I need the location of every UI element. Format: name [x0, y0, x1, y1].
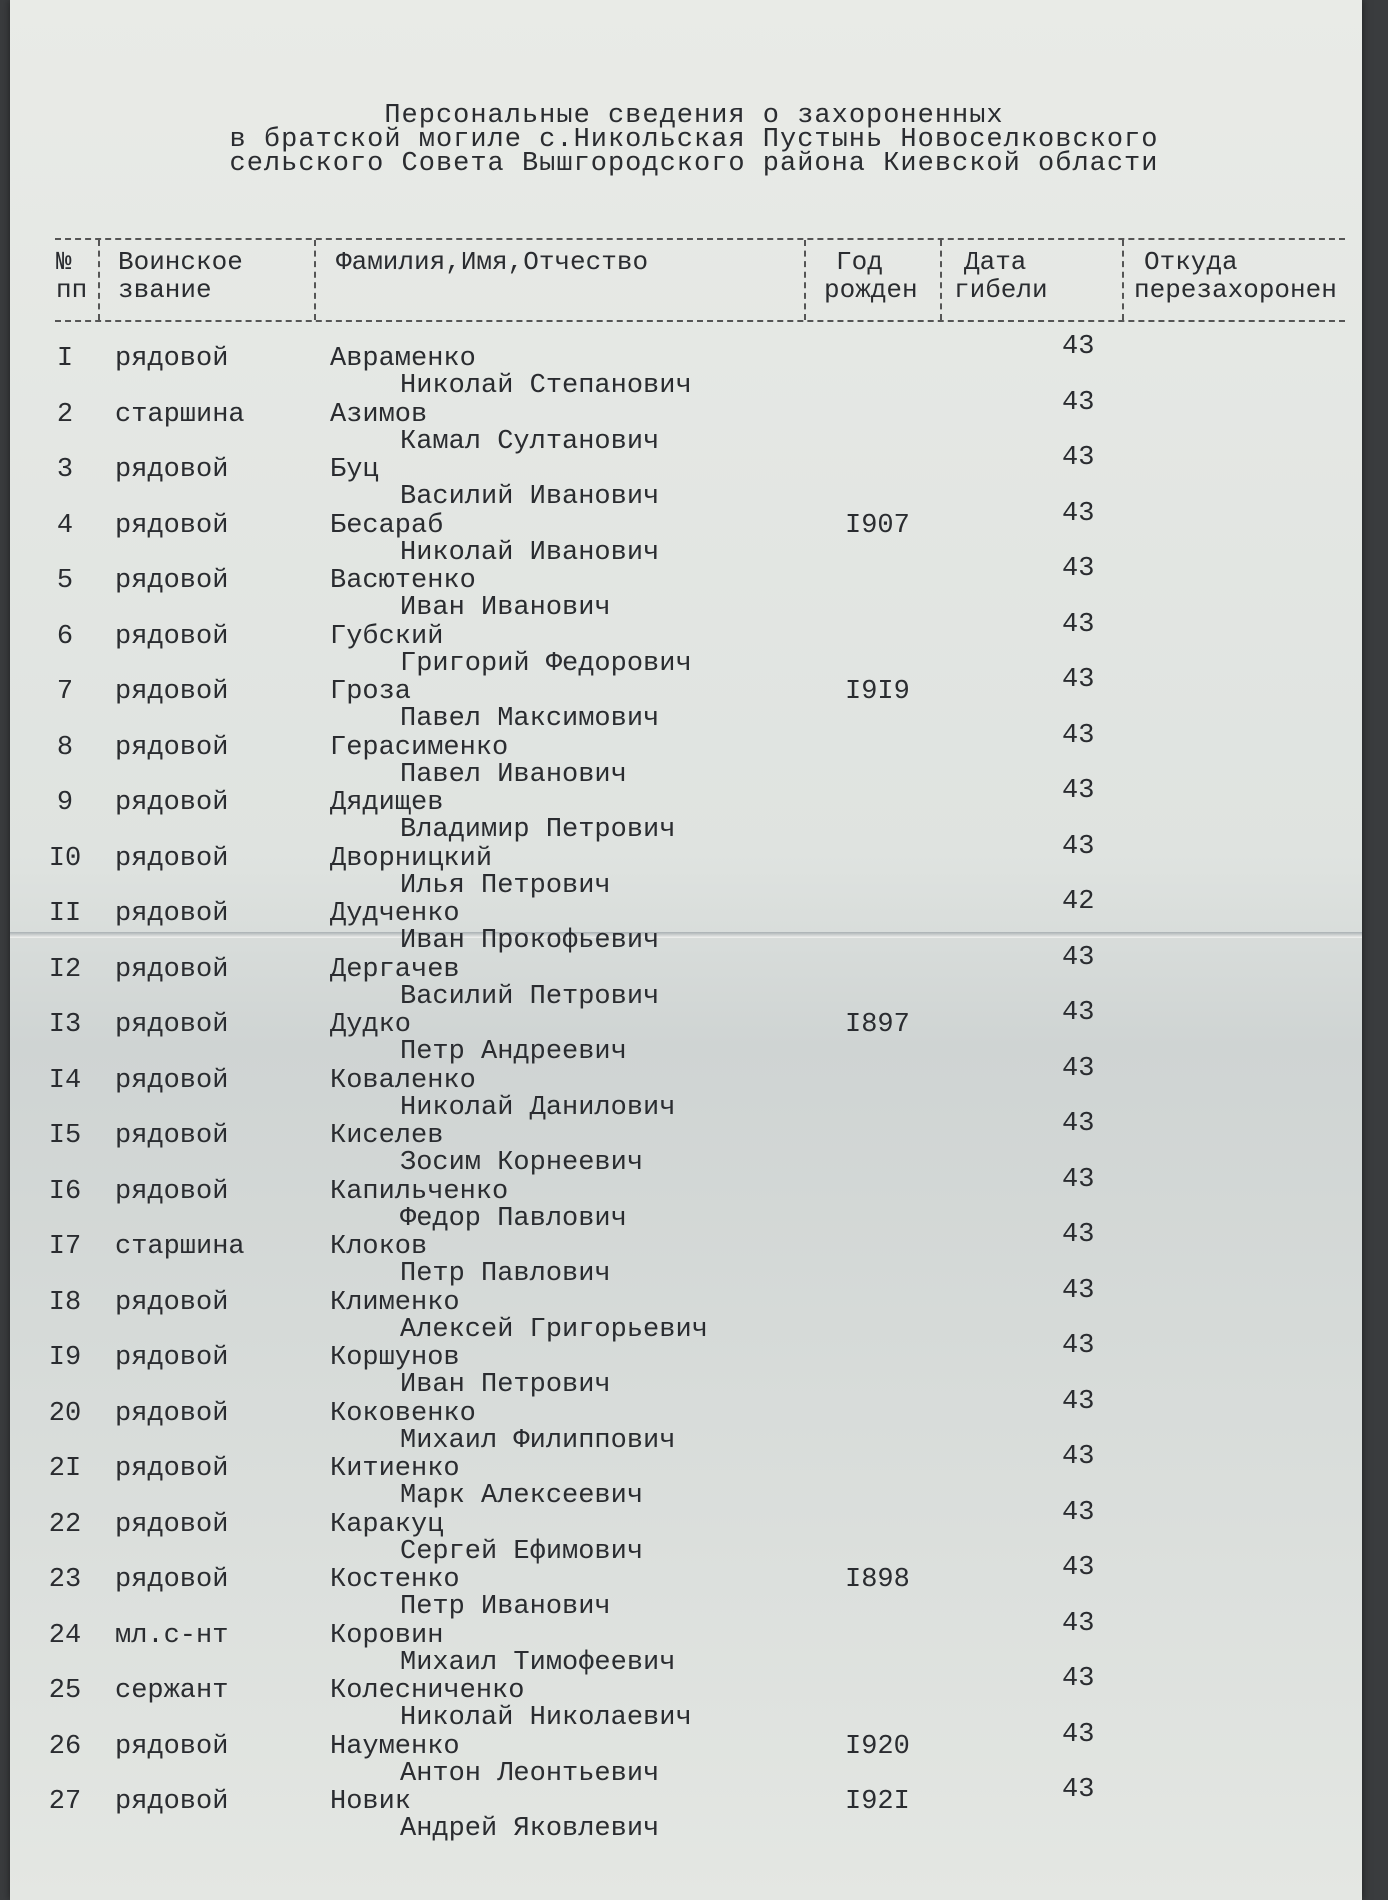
row-given-names: Василий Петрович	[400, 981, 660, 1012]
row-given-names: Николай Степанович	[400, 371, 692, 401]
row-surname: Новик	[330, 1787, 412, 1817]
header-name	[336, 248, 648, 276]
row-rank: рядовой	[115, 954, 229, 985]
document-title	[0, 101, 1388, 179]
row-given-names: Василий Иванович	[400, 482, 660, 512]
table-row	[0, 942, 1388, 1012]
row-number: 2	[56, 399, 74, 430]
table-row	[0, 720, 1388, 790]
row-given-names: Антон Леонтьевич	[400, 1758, 660, 1789]
table-row	[0, 831, 1388, 901]
table-row	[0, 1053, 1388, 1123]
row-number: I7	[48, 1232, 82, 1262]
table-row	[0, 1775, 1388, 1844]
row-given-names: Сергей Ефимович	[400, 1536, 644, 1567]
row-death-year: 43	[1062, 942, 1095, 973]
row-given-names: Михаил Филиппович	[400, 1425, 676, 1456]
row-death-year: 43	[1062, 1664, 1095, 1694]
row-rank: рядовой	[115, 843, 229, 874]
row-surname: Каракуц	[330, 1509, 444, 1540]
table-row	[0, 332, 1388, 401]
row-surname: Дворницкий	[330, 843, 493, 874]
row-rank: рядовой	[115, 510, 229, 541]
row-surname: Дядищев	[330, 788, 444, 818]
row-death-year: 43	[1062, 831, 1095, 862]
row-surname: Дудченко	[330, 899, 460, 929]
row-rank: рядовой	[115, 677, 229, 707]
table-row	[0, 887, 1388, 956]
header-died-line-1: Дата	[964, 247, 1027, 277]
row-rank: рядовой	[115, 1010, 229, 1040]
row-given-names: Петр Павлович	[400, 1259, 611, 1289]
title-line-1: Персональные сведения о захороненных	[384, 101, 1004, 131]
row-given-names: Петр Иванович	[400, 1592, 611, 1622]
row-given-names: Камал Султанович	[400, 426, 660, 457]
table-row	[0, 1164, 1388, 1234]
table-row	[0, 609, 1388, 679]
row-given-names: Николай Николаевич	[400, 1703, 692, 1733]
row-number: 24	[48, 1620, 82, 1651]
row-death-year: 43	[1062, 1719, 1095, 1750]
row-given-names: Владимир Петрович	[400, 815, 676, 845]
row-surname: Капильченко	[330, 1176, 509, 1207]
table-row	[0, 776, 1388, 845]
row-death-year: 43	[1062, 1386, 1095, 1417]
row-death-year: 43	[1062, 1164, 1095, 1195]
row-surname: Клоков	[330, 1232, 428, 1262]
row-number: I8	[48, 1287, 82, 1318]
row-surname: Авраменко	[330, 344, 476, 374]
table-row	[0, 1497, 1388, 1567]
row-number: I3	[48, 1010, 82, 1040]
row-given-names: Иван Прокофьевич	[400, 926, 660, 956]
header-rank-line-1: Воинское	[118, 247, 243, 277]
row-death-year: 43	[1062, 387, 1095, 418]
row-death-year: 43	[1062, 1053, 1095, 1084]
row-number: I2	[48, 954, 82, 985]
header-from	[1134, 248, 1337, 304]
row-death-year: 43	[1062, 1109, 1095, 1139]
row-number: 8	[56, 732, 74, 763]
row-given-names: Николай Данилович	[400, 1092, 676, 1123]
row-death-year: 43	[1062, 665, 1095, 695]
row-death-year: 43	[1062, 1442, 1095, 1472]
row-given-names: Николай Иванович	[400, 537, 660, 568]
table-row	[0, 1719, 1388, 1789]
row-rank: рядовой	[115, 899, 229, 929]
row-number: 23	[48, 1565, 82, 1595]
row-rank: сержант	[115, 1676, 229, 1706]
row-death-year: 43	[1062, 720, 1095, 751]
row-surname: Гроза	[330, 677, 412, 707]
row-rank: рядовой	[115, 1565, 229, 1595]
row-death-year: 43	[1062, 1275, 1095, 1306]
row-death-year: 43	[1062, 1608, 1095, 1639]
row-birth-year: I898	[845, 1565, 910, 1595]
row-given-names: Андрей Яковлевич	[400, 1814, 660, 1844]
row-surname: Дудко	[330, 1010, 412, 1040]
row-rank: рядовой	[115, 621, 229, 652]
header-top-rule	[55, 238, 1345, 240]
row-number: II	[48, 899, 82, 929]
row-rank: рядовой	[115, 1787, 229, 1817]
row-surname: Бесараб	[330, 510, 444, 541]
row-rank: рядовой	[115, 1398, 229, 1429]
header-name-line-1: Фамилия,Имя,Отчество	[336, 247, 649, 277]
header-separator	[1122, 240, 1124, 320]
table-row	[0, 554, 1388, 623]
row-number: 9	[56, 788, 74, 818]
row-given-names: Петр Андреевич	[400, 1037, 627, 1067]
row-birth-year: I907	[845, 510, 910, 541]
row-surname: Коршунов	[330, 1343, 460, 1373]
header-rank-line-2: звание	[118, 275, 212, 305]
header-from-line-1: Откуда	[1144, 247, 1238, 277]
header-died	[954, 248, 1048, 304]
header-number	[56, 248, 87, 304]
row-rank: мл.с-нт	[115, 1620, 229, 1651]
row-given-names: Михаил Тимофеевич	[400, 1647, 676, 1678]
row-given-names: Марк Алексеевич	[400, 1481, 644, 1511]
row-death-year: 43	[1062, 498, 1095, 529]
row-birth-year: I920	[845, 1731, 910, 1762]
row-surname: Клименко	[330, 1287, 460, 1318]
table-row	[0, 387, 1388, 457]
row-given-names: Илья Петрович	[400, 870, 611, 901]
row-rank: рядовой	[115, 1121, 229, 1151]
header-born-line-1: Год	[836, 247, 883, 277]
header-died-line-2: гибели	[954, 275, 1048, 305]
row-death-year: 43	[1062, 332, 1095, 362]
row-death-year: 43	[1062, 443, 1095, 473]
row-death-year: 43	[1062, 998, 1095, 1028]
row-rank: старшина	[115, 399, 245, 430]
row-given-names: Федор Павлович	[400, 1203, 627, 1234]
row-given-names: Иван Петрович	[400, 1370, 611, 1400]
row-rank: рядовой	[115, 1065, 229, 1096]
row-given-names: Павел Максимович	[400, 704, 660, 734]
row-rank: рядовой	[115, 732, 229, 763]
row-given-names: Иван Иванович	[400, 593, 611, 623]
row-death-year: 43	[1062, 609, 1095, 640]
row-surname: Киселев	[330, 1121, 444, 1151]
row-death-year: 43	[1062, 1553, 1095, 1583]
header-separator	[804, 240, 806, 320]
row-number: 6	[56, 621, 74, 652]
row-number: 27	[48, 1787, 82, 1817]
table-row	[0, 998, 1388, 1067]
row-surname: Губский	[330, 621, 444, 652]
row-number: 5	[56, 566, 74, 596]
row-number: 25	[48, 1676, 82, 1706]
row-death-year: 42	[1062, 887, 1095, 917]
header-from-line-2: перезахоронен	[1134, 275, 1337, 305]
row-given-names: Зосим Корнеевич	[400, 1148, 644, 1178]
table-row	[0, 665, 1388, 734]
header-separator	[98, 240, 100, 320]
header-separator	[314, 240, 316, 320]
row-number: 26	[48, 1731, 82, 1762]
row-surname: Герасименко	[330, 732, 509, 763]
header-born-line-2: рожден	[824, 275, 918, 305]
row-birth-year: I92I	[845, 1787, 910, 1817]
row-rank: рядовой	[115, 788, 229, 818]
header-bottom-rule	[55, 320, 1345, 322]
row-death-year: 43	[1062, 1220, 1095, 1250]
row-rank: рядовой	[115, 1176, 229, 1207]
header-number-line-2: пп	[56, 275, 88, 305]
table-row	[0, 1275, 1388, 1345]
row-death-year: 43	[1062, 776, 1095, 806]
row-surname: Васютенко	[330, 566, 476, 596]
row-number: 7	[56, 677, 74, 707]
row-given-names: Павел Иванович	[400, 759, 627, 790]
row-surname: Азимов	[330, 399, 428, 430]
row-death-year: 43	[1062, 1775, 1095, 1805]
row-surname: Дергачев	[330, 954, 460, 985]
row-number: I4	[48, 1065, 82, 1096]
row-number: I9	[48, 1343, 82, 1373]
row-rank: рядовой	[115, 344, 229, 374]
row-rank: рядовой	[115, 1287, 229, 1318]
row-given-names: Григорий Федорович	[400, 648, 692, 679]
row-surname: Коковенко	[330, 1398, 476, 1429]
row-rank: рядовой	[115, 455, 229, 485]
table-row	[0, 1664, 1388, 1733]
row-rank: рядовой	[115, 1731, 229, 1762]
row-death-year: 43	[1062, 554, 1095, 584]
header-rank	[118, 248, 243, 304]
row-death-year: 43	[1062, 1497, 1095, 1528]
row-rank: рядовой	[115, 1509, 229, 1540]
table-row	[0, 1331, 1388, 1400]
row-birth-year: I897	[845, 1010, 910, 1040]
table-row	[0, 1386, 1388, 1456]
row-surname: Буц	[330, 455, 379, 485]
row-rank: рядовой	[115, 1343, 229, 1373]
row-number: 2I	[48, 1454, 82, 1484]
row-number: 22	[48, 1509, 82, 1540]
row-surname: Китиенко	[330, 1454, 460, 1484]
title-line-2: в братской могиле с.Никольская Пустынь Новоселковского	[229, 125, 1159, 155]
table-row	[0, 1109, 1388, 1178]
row-surname: Коваленко	[330, 1065, 476, 1096]
title-line-3: сельского Совета Вышгородского района Киевской области	[229, 149, 1159, 179]
row-rank: рядовой	[115, 1454, 229, 1484]
table-row	[0, 1608, 1388, 1678]
row-birth-year: I9I9	[845, 677, 910, 707]
row-death-year: 43	[1062, 1331, 1095, 1361]
row-rank: старшина	[115, 1232, 245, 1262]
row-number: I6	[48, 1176, 82, 1207]
table-row	[0, 1442, 1388, 1511]
header-born	[824, 248, 918, 304]
table-row	[0, 1220, 1388, 1289]
row-surname: Науменко	[330, 1731, 460, 1762]
row-number: 4	[56, 510, 74, 541]
header-number-line-1: №	[56, 247, 72, 277]
table-row	[0, 1553, 1388, 1622]
row-number: I0	[48, 843, 82, 874]
row-number: I	[56, 344, 74, 374]
row-surname: Костенко	[330, 1565, 460, 1595]
row-surname: Колесниченко	[330, 1676, 525, 1706]
row-rank: рядовой	[115, 566, 229, 596]
table-row	[0, 498, 1388, 568]
header-separator	[940, 240, 942, 320]
row-number: I5	[48, 1121, 82, 1151]
table-row	[0, 443, 1388, 512]
row-surname: Коровин	[330, 1620, 444, 1651]
row-number: 20	[48, 1398, 82, 1429]
row-given-names: Алексей Григорьевич	[400, 1314, 708, 1345]
row-number: 3	[56, 455, 74, 485]
